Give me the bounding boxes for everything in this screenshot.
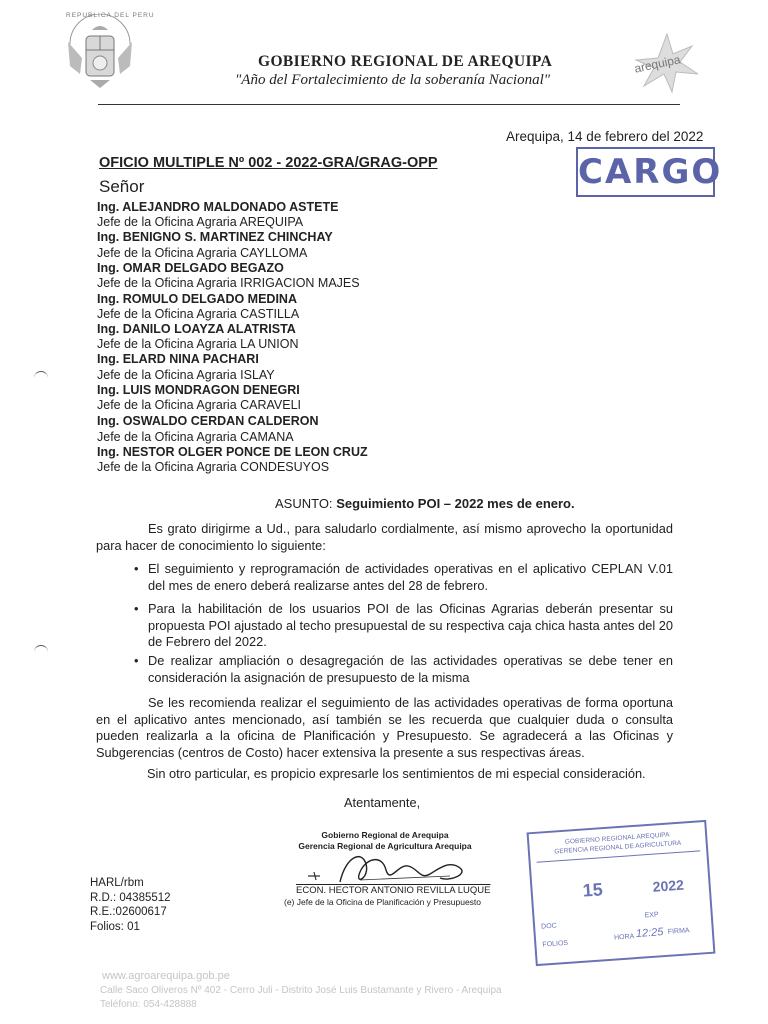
intro-paragraph: Es grato dirigirme a Ud., para saludarlo cordialmente, así mismo aprovecho la oportunidad para hacer de conocimiento lo siguiente: xyxy=(96,521,673,553)
cargo-stamp-text: CARGO xyxy=(578,152,723,192)
recommendation-paragraph: Se les recomienda realizar el seguimiento de las actividades operativas de forma oportuna en el aplicativo antes mencionado, así también se les recuerda que cualquier duda o consulta pueden realizarla a la oficina de Planificación y Presupuesto. Se agradecerá a las Oficinas y Subgerencias (centros de Costo) hacer extensiva la presente a sus respectivas áreas. xyxy=(96,695,673,760)
footer-website: www.agroarequipa.gob.pe xyxy=(102,970,230,982)
rd-number: R.D.: 04385512 xyxy=(90,892,171,904)
footer-phone: Teléfono: 054-428888 xyxy=(100,999,197,1010)
recipient-name: Ing. ROMULO DELGADO MEDINA xyxy=(97,292,297,306)
recipient-name: Ing. OMAR DELGADO BEGAZO xyxy=(97,261,284,275)
initials: HARL/rbm xyxy=(90,877,144,889)
punch-mark xyxy=(34,371,48,382)
closing-sentence: Sin otro particular, es propicio expresarle los sentimientos de mi especial consideración. xyxy=(147,766,646,781)
bullet-item: • El seguimiento y reprogramación de actividades operativas en el aplicativo CEPLAN V.01 del mes de enero deberá realizarse antes del 28 de febrero. xyxy=(148,561,673,594)
document-date: Arequipa, 14 de febrero del 2022 xyxy=(506,129,704,144)
peru-coat-of-arms xyxy=(60,14,140,94)
recipient-name: Ing. OSWALDO CERDAN CALDERON xyxy=(97,414,319,428)
seal-text: REPUBLICA DEL PERU xyxy=(66,12,155,19)
year-motto: "Año del Fortalecimiento de la soberanía Nacional" xyxy=(235,72,551,88)
header-divider xyxy=(98,104,680,105)
punch-mark xyxy=(34,645,48,656)
subject-label: ASUNTO: xyxy=(275,496,333,511)
recipient-role: Jefe de la Oficina Agraria ISLAY xyxy=(97,368,275,382)
received-stamp-header: GOBIERNO REGIONAL AREQUIPA GERENCIA REGIONAL DE AGRICULTURA xyxy=(554,831,682,856)
recipient-role: Jefe de la Oficina Agraria CASTILLA xyxy=(97,307,300,321)
arequipa-logo-text: arequipa xyxy=(633,52,682,76)
received-exp-label: EXP xyxy=(644,911,659,920)
received-doc-label: DOC xyxy=(540,922,557,931)
recipient-role: Jefe de la Oficina Agraria IRRIGACION MAJES xyxy=(97,276,360,290)
cargo-stamp xyxy=(576,147,723,197)
recipient-name: Ing. ELARD NINA PACHARI xyxy=(97,352,259,366)
received-hora-value: 12:25 xyxy=(635,926,664,941)
institution-title: GOBIERNO REGIONAL DE AREQUIPA xyxy=(258,53,553,70)
signature-seal-line2: Gerencia Regional de Agricultura Arequipa xyxy=(298,841,472,851)
recipient-role: Jefe de la Oficina Agraria CONDESUYOS xyxy=(97,460,330,474)
subject-text: Seguimiento POI – 2022 mes de enero. xyxy=(336,496,575,511)
received-year: 2022 xyxy=(652,876,685,895)
recipient-name: Ing. ALEJANDRO MALDONADO ASTETE xyxy=(97,200,339,214)
document-reference: OFICIO MULTIPLE Nº 002 - 2022-GRA/GRAG-OPP xyxy=(99,155,438,171)
folios-count: Folios: 01 xyxy=(90,921,140,933)
bullet-item: • De realizar ampliación o desagregación de las actividades operativas se debe tener en consideración la asignación de presupuesto de la misma xyxy=(148,653,673,686)
received-firma-label: FIRMA xyxy=(667,927,690,936)
received-stamp xyxy=(527,820,716,966)
farewell: Atentamente, xyxy=(344,795,421,810)
signer-name: ECON. HECTOR ANTONIO REVILLA LUQUE xyxy=(296,885,491,896)
recipient-name: Ing. DANILO LOAYZA ALATRISTA xyxy=(97,322,296,336)
bullet-item: • Para la habilitación de los usuarios POI de las Oficinas Agrarias deberán presentar su propuesta POI ajustado al techo presupuestal de su respectiva caja chica hasta antes del 20 de Febrero del 2022. xyxy=(148,601,673,651)
received-hora-label: HORA xyxy=(613,933,635,942)
re-number: R.E.:02600617 xyxy=(90,906,167,918)
received-folios-label: FOLIOS xyxy=(542,939,569,949)
signature-seal-line1: Gobierno Regional de Arequipa xyxy=(321,830,449,840)
recipient-role: Jefe de la Oficina Agraria CAMANA xyxy=(97,430,294,444)
recipient-name: Ing. NESTOR OLGER PONCE DE LEON CRUZ xyxy=(97,445,368,459)
subject-line xyxy=(275,496,575,511)
signer-title: (e) Jefe de la Oficina de Planificación y Presupuesto xyxy=(284,897,482,907)
salutation: Señor xyxy=(99,177,145,196)
received-day: 15 xyxy=(582,879,604,901)
footer-address: Calle Saco Oliveros Nº 402 - Cerro Juli - Distrito José Luis Bustamante y Rivero - Arequipa xyxy=(100,985,502,996)
recipient-name: Ing. BENIGNO S. MARTINEZ CHINCHAY xyxy=(97,230,333,244)
recipient-name: Ing. LUIS MONDRAGON DENEGRI xyxy=(97,383,300,397)
recipient-role: Jefe de la Oficina Agraria LA UNION xyxy=(97,337,299,351)
recipient-role: Jefe de la Oficina Agraria AREQUIPA xyxy=(97,215,304,229)
recipient-role: Jefe de la Oficina Agraria CARAVELI xyxy=(97,398,302,412)
recipient-role: Jefe de la Oficina Agraria CAYLLOMA xyxy=(97,246,308,260)
